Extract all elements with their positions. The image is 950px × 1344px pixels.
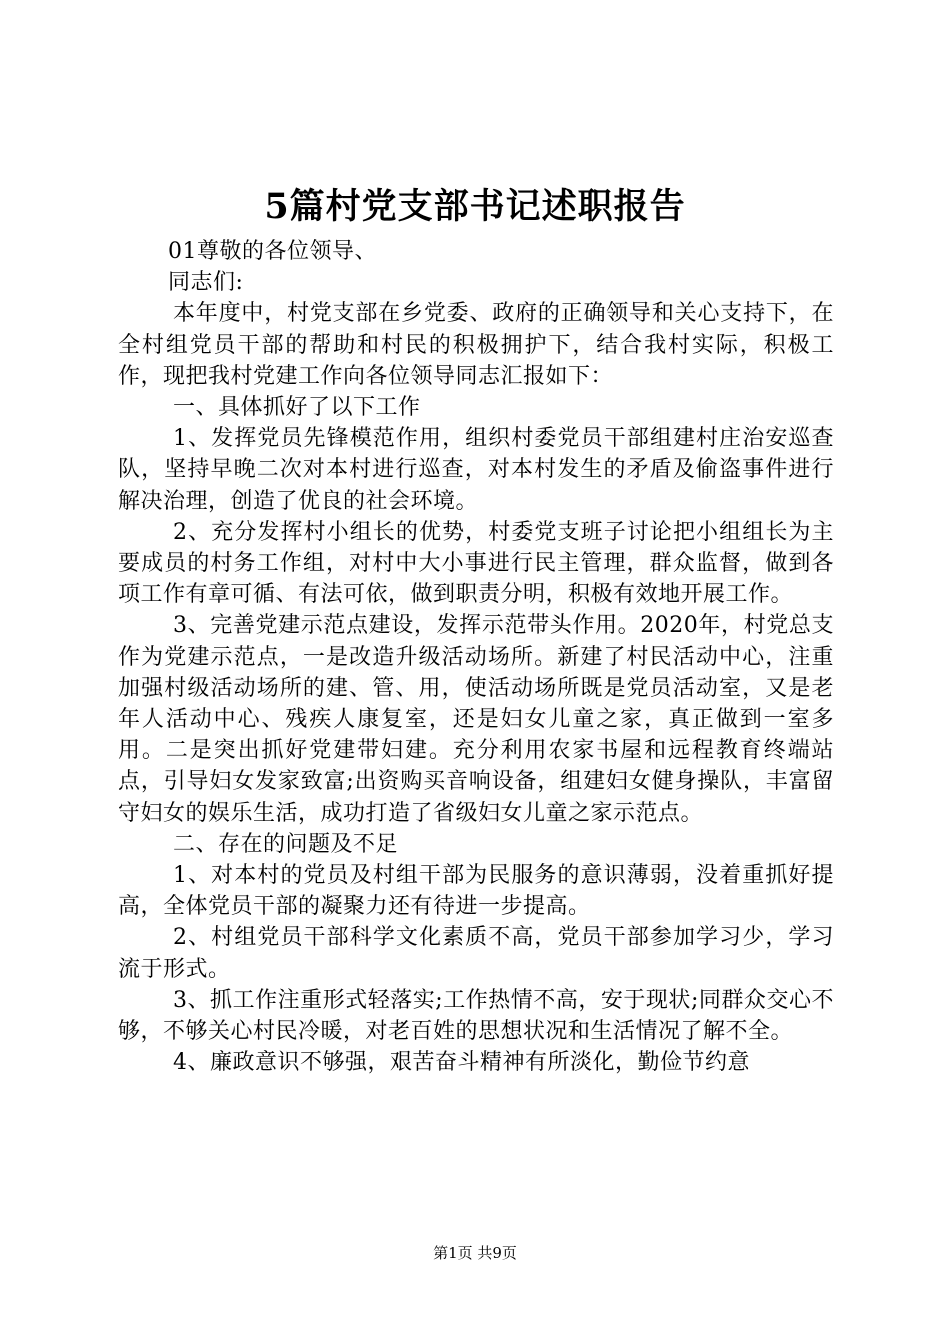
paragraph-intro: 本年度中，村党支部在乡党委、政府的正确领导和关心支持下，在全村组党员干部的帮助和村民的积极拥护下，结合我村实际，积极工作，现把我村党建工作向各位领导同志汇报如下： xyxy=(118,301,834,389)
paragraph-salutation-2: 同志们: xyxy=(168,270,244,296)
section-heading-1: 一、具体抓好了以下工作 xyxy=(173,395,421,421)
paragraph-item-2-2: 2、村组党员干部科学文化素质不高，党员干部参加学习少，学习流于形式。 xyxy=(118,925,834,982)
paragraph-item-2-1: 1、对本村的党员及村组干部为民服务的意识薄弱，没着重抓好提高，全体党员干部的凝聚力还有待进一步提高。 xyxy=(118,863,834,920)
paragraph-item-2-3: 3、抓工作注重形式轻落实;工作热情不高，安于现状;同群众交心不够，不够关心村民冷暖，对老百姓的思想状况和生活情况了解不全。 xyxy=(118,987,834,1045)
paragraph-item-1-1: 1、发挥党员先锋模范作用，组织村委党员干部组建村庄治安巡查队，坚持早晚二次对本村进行巡查，对本村发生的矛盾及偷盗事件进行解决治理，创造了优良的社会环境。 xyxy=(118,426,834,514)
paragraph-item-1-3: 3、完善党建示范点建设，发挥示范带头作用。2020年，村党总支作为党建示范点，一是改造升级活动场所。新建了村民活动中心，注重加强村级活动场所的建、管、用，使活动场所既是党员活动室，又是老年人活动中心、残疾人康复室，还是妇女儿童之家，真正做到一室多用。二是突出抓好党建带妇建。充分利用农家书屋和远程教育终端站点，引导妇女发家致富;出资购买音响设备，组建妇女健身操队，丰富留守妇女的娱乐生活，成功打造了省级妇女儿童之家示范点。 xyxy=(118,613,834,826)
paragraph-item-1-2: 2、充分发挥村小组长的优势，村委党支班子讨论把小组组长为主要成员的村务工作组，对村中大小事进行民主管理，群众监督，做到各项工作有章可循、有法可依，做到职责分明，积极有效地开展工作。 xyxy=(118,519,834,608)
paragraph-salutation: 01尊敬的各位领导、 xyxy=(168,239,377,264)
paragraph-item-2-4: 4、廉政意识不够强，艰苦奋斗精神有所淡化，勤俭节约意 xyxy=(173,1050,750,1076)
document-body xyxy=(118,236,834,1078)
document-title: 5篇村党支部书记述职报告 xyxy=(264,186,686,227)
page-footer: 第1页 共9页 xyxy=(433,1244,517,1262)
section-heading-2: 二、存在的问题及不足 xyxy=(173,831,399,857)
